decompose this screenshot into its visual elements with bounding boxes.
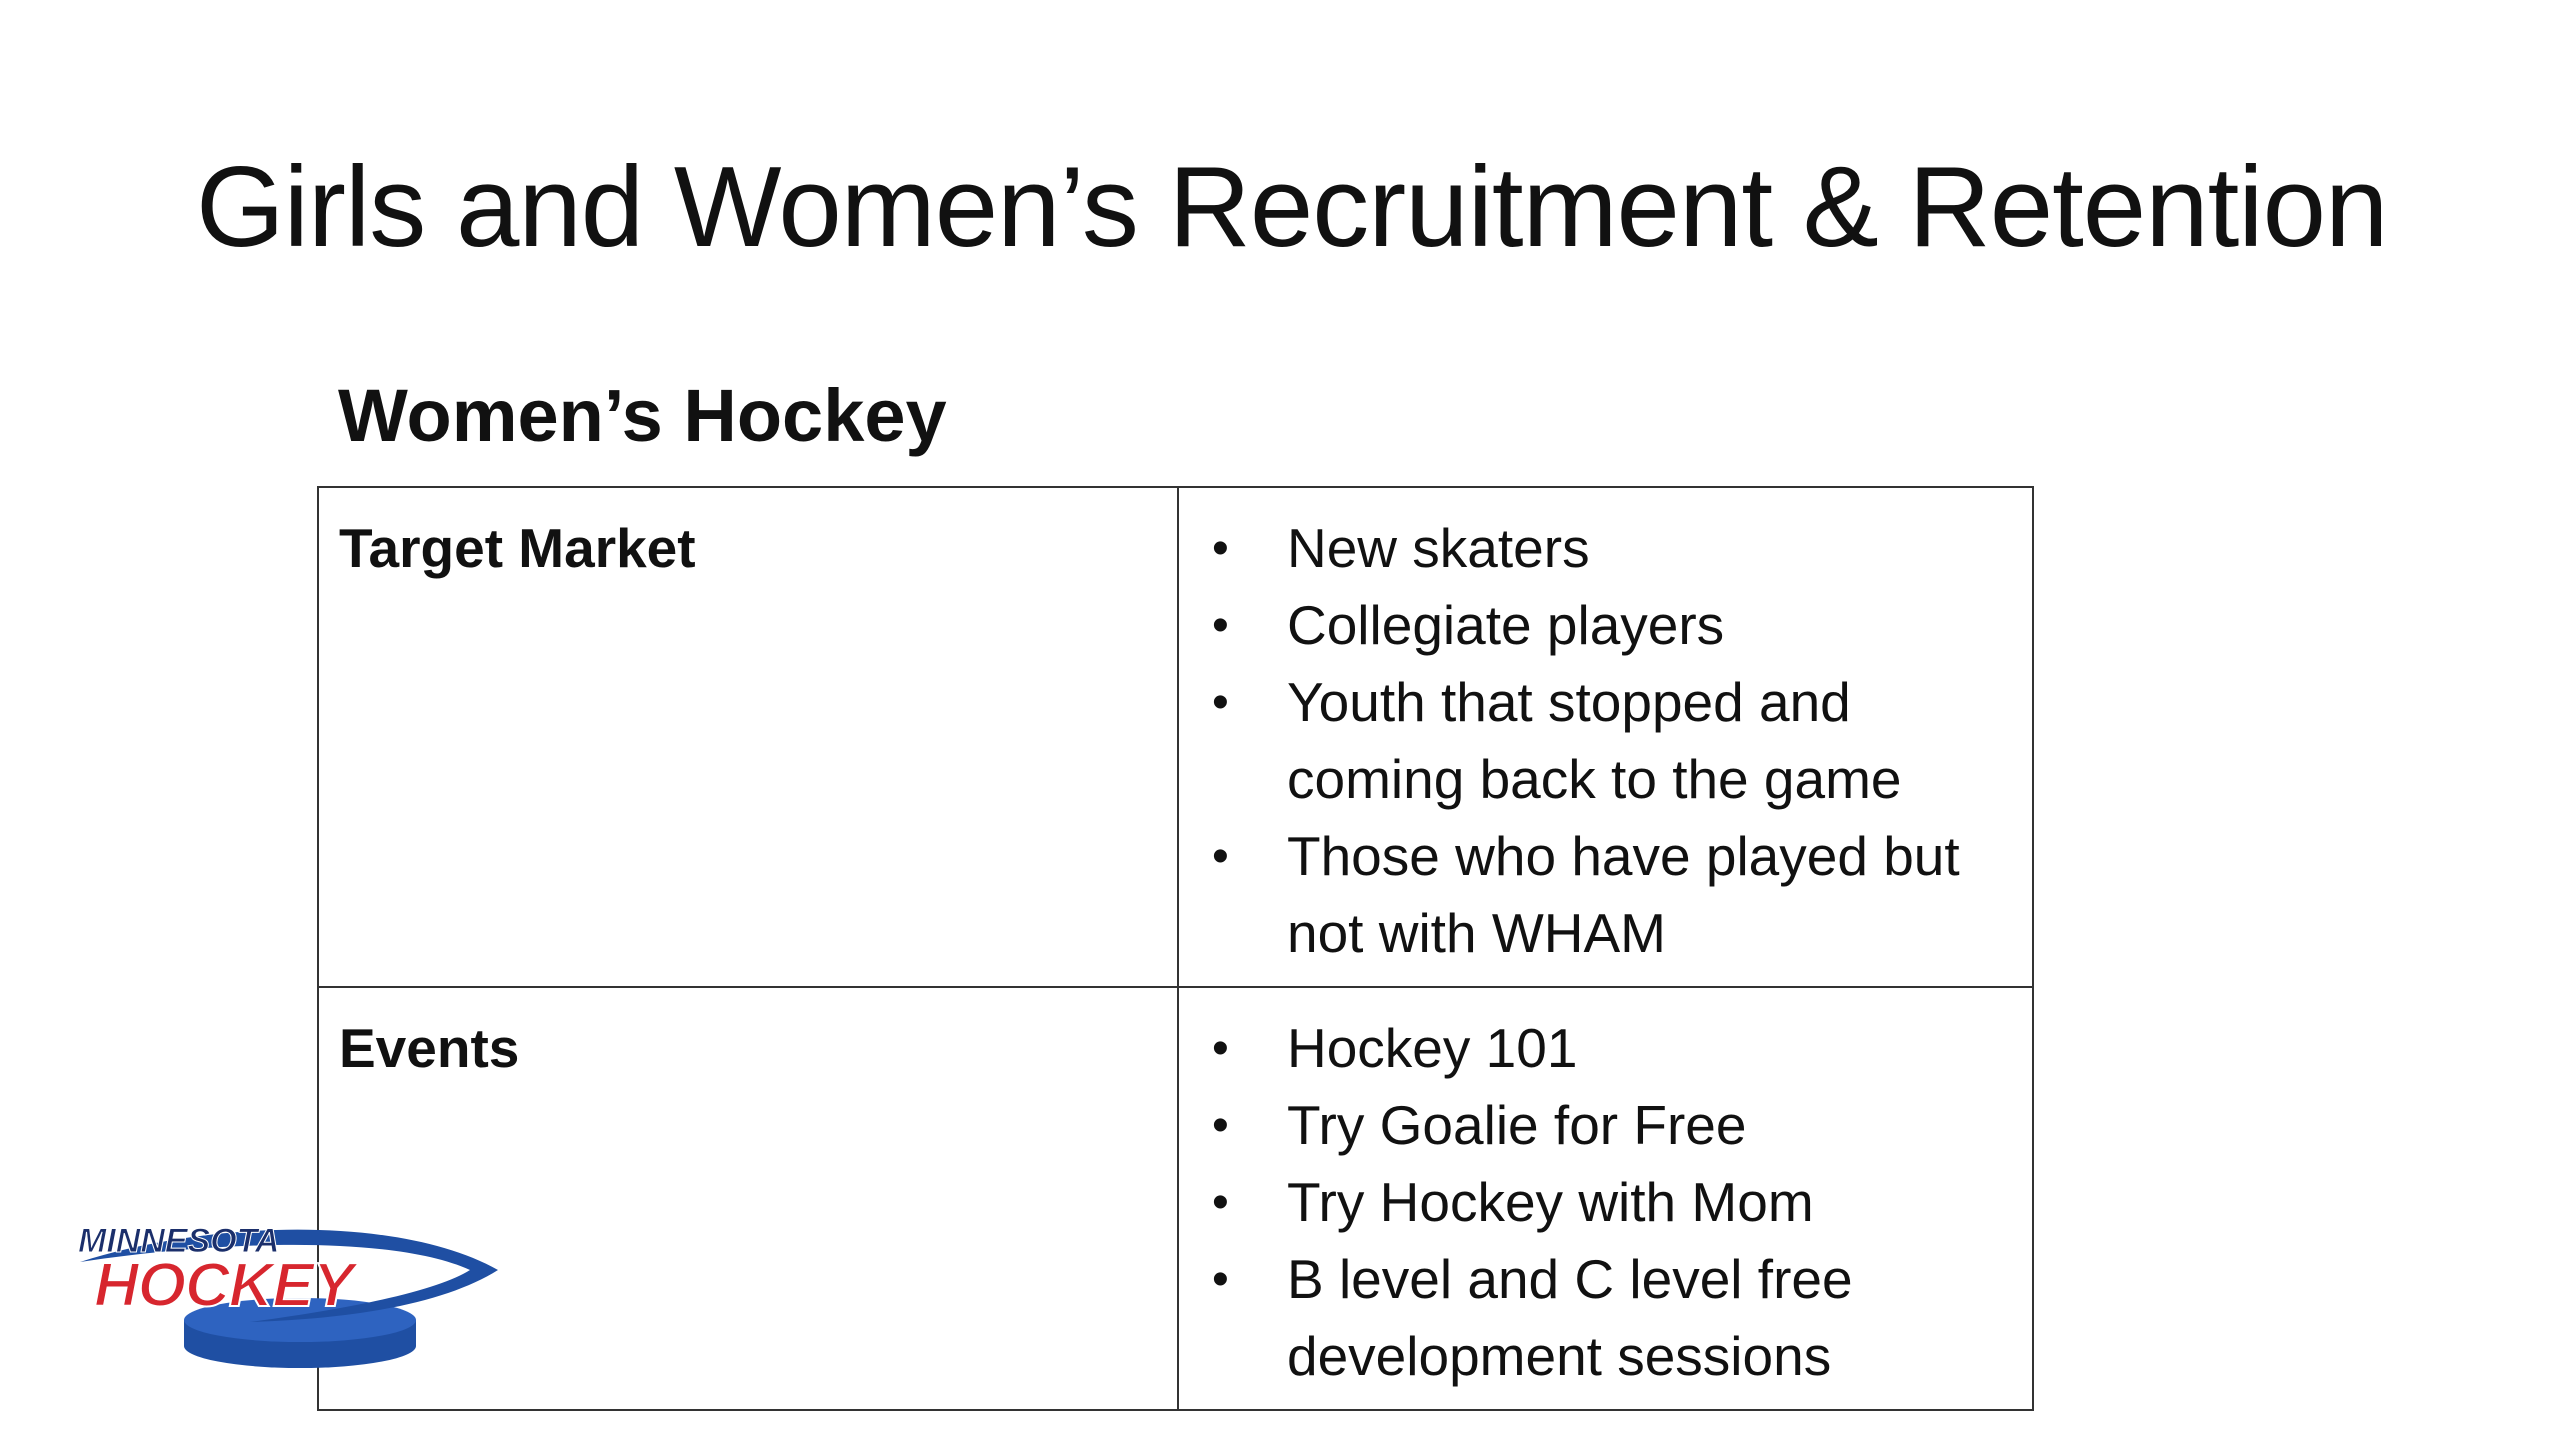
list-item-text: Hockey 101 [1287,1017,1578,1079]
bullet-icon: • [1212,830,1229,883]
logo-text-line2: HOCKEY [94,1251,354,1320]
list-item-text: B level and C level free development sessions [1287,1248,1853,1387]
bullet-icon: • [1212,1253,1229,1306]
list-item [1199,818,2016,972]
bullet-icon: • [1212,1022,1229,1075]
bullet-icon: • [1212,522,1229,575]
list-item [1199,1010,2016,1087]
info-table [317,486,2034,1411]
list-item [1199,1241,2016,1395]
table-row-target-market [318,487,2033,987]
list-item [1199,664,2016,818]
row-items [1178,487,2033,987]
slide-title: Girls and Women’s Recruitment & Retention [196,144,2388,271]
row-label: Target Market [318,487,1178,987]
list-item [1199,1087,2016,1164]
logo-text-line1: MINNESOTA [78,1222,280,1260]
list-item [1199,587,2016,664]
list-item-text: Try Goalie for Free [1287,1094,1747,1156]
bullet-icon: • [1212,1176,1229,1229]
bullet-icon: • [1212,676,1229,729]
minnesota-hockey-logo [70,1210,510,1380]
bullet-list [1199,510,2016,972]
list-item-text: Those who have played but not with WHAM [1287,825,1960,964]
list-item [1199,510,2016,587]
table-row-events [318,987,2033,1410]
section-heading: Women’s Hockey [338,374,947,457]
bullet-icon: • [1212,1099,1229,1152]
row-label: Events [318,987,1178,1410]
bullet-icon: • [1212,599,1229,652]
bullet-list [1199,1010,2016,1395]
row-items [1178,987,2033,1410]
list-item-text: Try Hockey with Mom [1287,1171,1814,1233]
list-item [1199,1164,2016,1241]
list-item-text: Collegiate players [1287,594,1725,656]
list-item-text: Youth that stopped and coming back to the game [1287,671,1902,810]
list-item-text: New skaters [1287,517,1590,579]
